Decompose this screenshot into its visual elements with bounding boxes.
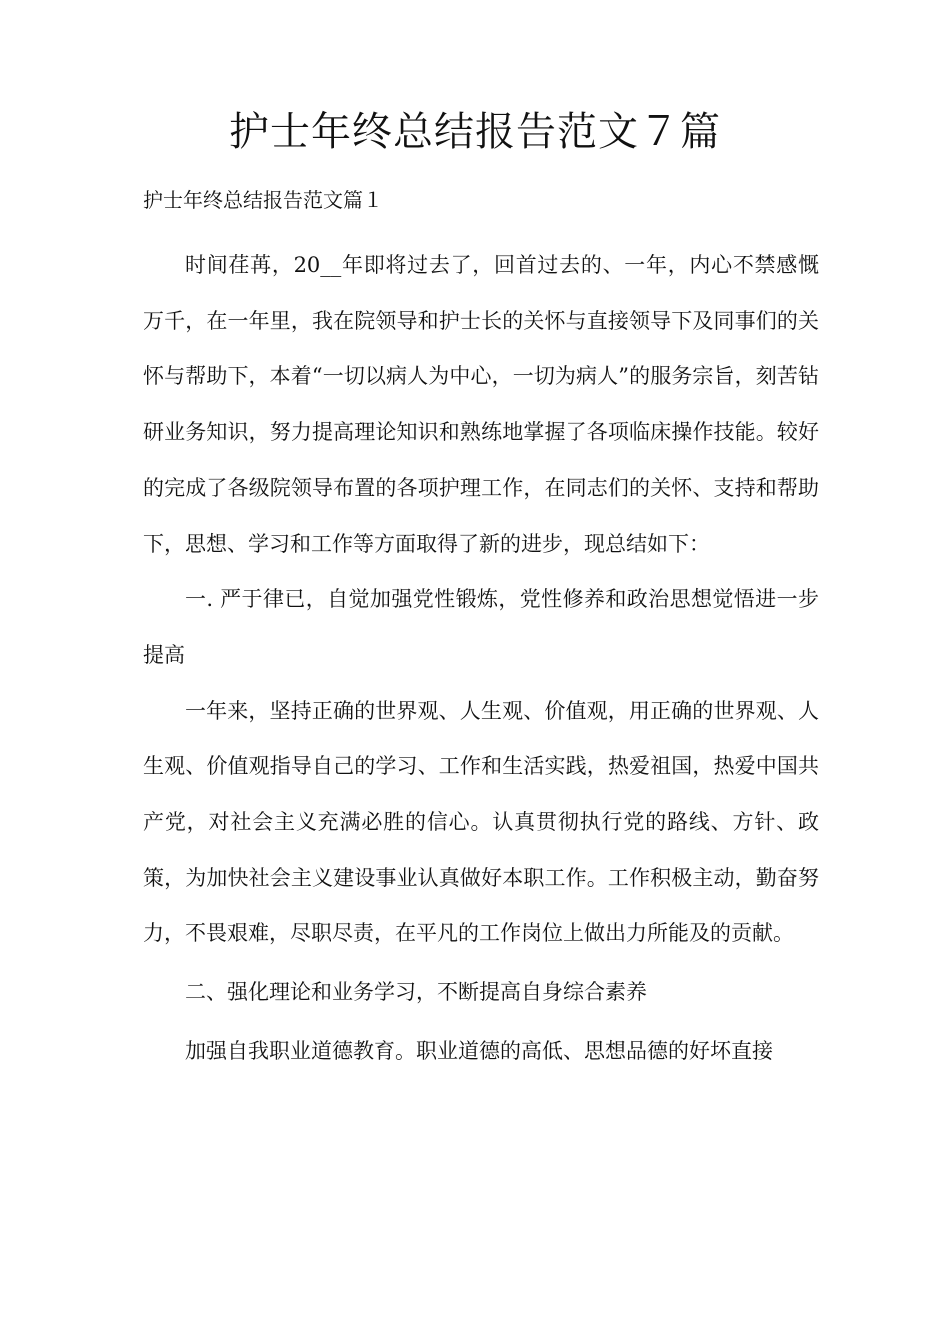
body-paragraph: 一. 严于律已，自觉加强党性锻炼，党性修养和政治思想觉悟进一步提高: [143, 587, 819, 667]
document-title: 护士年终总结报告范文７篇: [229, 109, 721, 155]
body-paragraph: 加强自我职业道德教育。职业道德的高低、思想品德的好坏直接: [185, 1038, 773, 1063]
section-subtitle: 护士年终总结报告范文篇１: [143, 188, 383, 212]
body-paragraph: 时间荏苒，20__年即将过去了，回首过去的、一年，内心不禁感慨万千，在一年里，我在院领导和护士长的关怀与直接领导下及同事们的关怀与帮助下，本着“一切以病人为中心，一切为病人”的服务宗旨，刻苦钻研业务知识，努力提高理论知识和熟练地掌握了各项临床操作技能。较好的完成了各级院领导布置的各项护理工作，在同志们的关怀、支持和帮助下，思想、学习和工作等方面取得了新的进步，现总结如下：: [143, 253, 819, 556]
body-paragraph: 一年来，坚持正确的世界观、人生观、价值观，用正确的世界观、人生观、价值观指导自己的学习、工作和生活实践，热爱祖国，热爱中国共产党，对社会主义充满必胜的信心。认真贯彻执行党的路线、方针、政策，为加快社会主义建设事业认真做好本职工作。工作积极主动，勤奋努力，不畏艰难，尽职尽责，在平凡的工作岗位上做出力所能及的贡献。: [143, 698, 819, 946]
document-body: [143, 238, 819, 1080]
section-heading: 二、强化理论和业务学习，不断提高自身综合素养: [185, 980, 647, 1005]
